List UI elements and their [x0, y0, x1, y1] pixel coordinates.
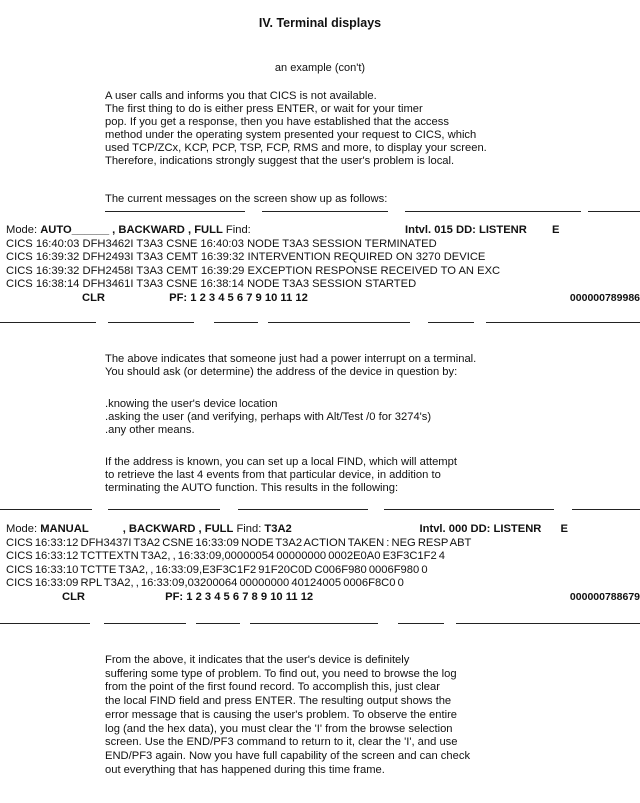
clr-key[interactable]: CLR [82, 291, 105, 304]
edge-marker: E [551, 224, 560, 236]
list-item: .knowing the user's device location [105, 398, 278, 410]
find-line: If the address is known, you can set up a local FIND, which will attempt [105, 456, 457, 468]
message-line: CICS 16:33:12 DFH3437I T3A2 CSNE 16:33:09 NODE T3A2 ACTION TAKEN : NEG RESP ABT [6, 536, 472, 549]
mode-label: Mode: [6, 224, 38, 236]
divider [0, 623, 90, 624]
list-item: .any other means. [105, 423, 195, 436]
closing-line: screen. Use the END/PF3 command to return to it, clear the 'I', and use [105, 736, 458, 749]
clr-key[interactable]: CLR [62, 590, 85, 603]
divider [405, 211, 581, 212]
interval-status: Intvl. 015 DD: LISTENR [405, 224, 527, 236]
message-line: CICS 16:33:09 RPL T3A2, , 16:33:09,03200064 00000000 40124005 0006F8C0 0 [6, 577, 404, 590]
record-counter: 000000788679 [569, 590, 640, 603]
divider [108, 509, 220, 510]
closing-line: the local FIND field and press ENTER. The resulting output shows the [105, 695, 452, 708]
pf-keys[interactable]: PF: 1 2 3 4 5 6 7 8 9 10 11 12 [165, 590, 314, 603]
closing-line: error message that is causing the user's problem. To observe the entire [105, 708, 458, 721]
divider [214, 322, 258, 323]
mode-value: AUTO [40, 224, 72, 236]
divider [105, 211, 245, 212]
scope-value: FULL [194, 224, 223, 236]
pf-key-row [6, 591, 640, 605]
terminal-screen-2 [6, 523, 640, 605]
find-label: Find: [225, 224, 251, 236]
middle-line: You should ask (or determine) the address of the device in question by: [105, 365, 458, 378]
find-field[interactable]: T3A2 [264, 523, 292, 535]
intro-paragraph [105, 90, 487, 167]
pf-key-row [6, 292, 640, 306]
closing-paragraph [105, 654, 470, 777]
record-counter: 000000789986 [569, 291, 640, 304]
divider [398, 623, 444, 624]
divider [572, 509, 640, 510]
divider [250, 623, 378, 624]
list-item: .asking the user (and verifying, perhaps with Alt/Test /0 for 3274's) [105, 410, 432, 423]
intro-line: used TCP/ZCx, KCP, PCP, TSP, FCP, RMS and more, to display your screen. [105, 141, 487, 154]
divider [0, 509, 92, 510]
message-line: CICS 16:33:10 TCTTE T3A2, , 16:33:09,E3F3C1F2 91F20C0D C006F980 0006F980 0 [6, 563, 428, 576]
bullet-list [105, 398, 431, 437]
closing-line: END/PF3 again. Now you have full capability of the screen and can check [105, 749, 471, 762]
mode-label: Mode: [6, 523, 38, 535]
page-title: IV. Terminal displays [258, 16, 382, 30]
middle-line: The above indicates that someone just had a power interrupt on a terminal. [105, 353, 477, 365]
screen-header: Mode: MANUAL , BACKWARD , FULL Find: T3A2 Intvl. 000 DD: LISTENR E [6, 523, 568, 535]
message-line: CICS 16:33:12 TCTTEXTN T3A2, , 16:33:09,00000054 00000000 0002E0A0 E3F3C1F2 4 [6, 550, 446, 563]
edge-marker: E [560, 523, 568, 535]
closing-line: from the point of the first found record. To accomplish this, just clear [105, 681, 440, 694]
direction-value: BACKWARD [128, 523, 196, 535]
terminal-screen-1 [6, 224, 640, 306]
closing-line: log (and the hex data), you must clear the 'I' from the browse selection [105, 722, 453, 735]
find-label: Find: [236, 523, 262, 535]
direction-value: BACKWARD [118, 224, 185, 236]
divider [428, 322, 474, 323]
intro-line: The first thing to do is either press ENTER, or wait for your timer [105, 102, 423, 115]
closing-line: From the above, it indicates that the user's device is definitely [105, 654, 410, 666]
intro-line: method under the operating system presented your request to CICS, which [105, 128, 477, 141]
find-line: to retrieve the last 4 events from that particular device, in addition to [105, 468, 441, 481]
mode-value: MANUAL [40, 523, 89, 535]
page-subtitle: an example (con't) [274, 62, 366, 74]
intro-line: pop. If you get a response, then you have established that the access [105, 115, 449, 128]
find-paragraph [105, 456, 457, 495]
message-line: CICS 16:40:03 DFH3462I T3A3 CSNE 16:40:03 NODE T3A3 SESSION TERMINATED [6, 237, 437, 250]
scope-value: FULL [204, 523, 234, 535]
middle-paragraph [105, 353, 476, 379]
find-line: terminating the AUTO function. This results in the following: [105, 481, 399, 494]
message-line: CICS 16:39:32 DFH2493I T3A3 CEMT 16:39:32 INTERVENTION REQUIRED ON 3270 DEVICE [6, 251, 486, 264]
closing-line: out everything that has happened during this time frame. [105, 763, 385, 776]
divider [104, 623, 186, 624]
message-line: CICS 16:38:14 DFH3461I T3A3 CSNE 16:38:14 NODE T3A3 SESSION STARTED [6, 278, 417, 291]
divider [456, 623, 640, 624]
divider [0, 322, 96, 323]
divider [238, 509, 368, 510]
pf-keys[interactable]: PF: 1 2 3 4 5 6 7 9 10 11 12 [169, 291, 308, 304]
closing-line: suffering some type of problem. To find out, you need to browse the log [105, 667, 457, 680]
message-line: CICS 16:39:32 DFH2458I T3A3 CEMT 16:39:29 EXCEPTION RESPONSE RECEIVED TO AN EXC [6, 264, 501, 277]
divider [196, 623, 240, 624]
divider [588, 211, 640, 212]
divider [486, 322, 640, 323]
divider [108, 322, 194, 323]
intro-line: Therefore, indications strongly suggest that the user's problem is local. [105, 154, 455, 167]
divider [268, 322, 410, 323]
current-messages-line: The current messages on the screen show up as follows: [105, 193, 388, 205]
divider [384, 509, 554, 510]
divider [262, 211, 388, 212]
intro-line: A user calls and informs you that CICS is not available. [105, 90, 377, 102]
interval-status: Intvl. 000 DD: LISTENR [419, 523, 542, 535]
screen-header: Mode: AUTO______ , BACKWARD , FULL Find: Intvl. 015 DD: LISTENR E [6, 224, 560, 236]
